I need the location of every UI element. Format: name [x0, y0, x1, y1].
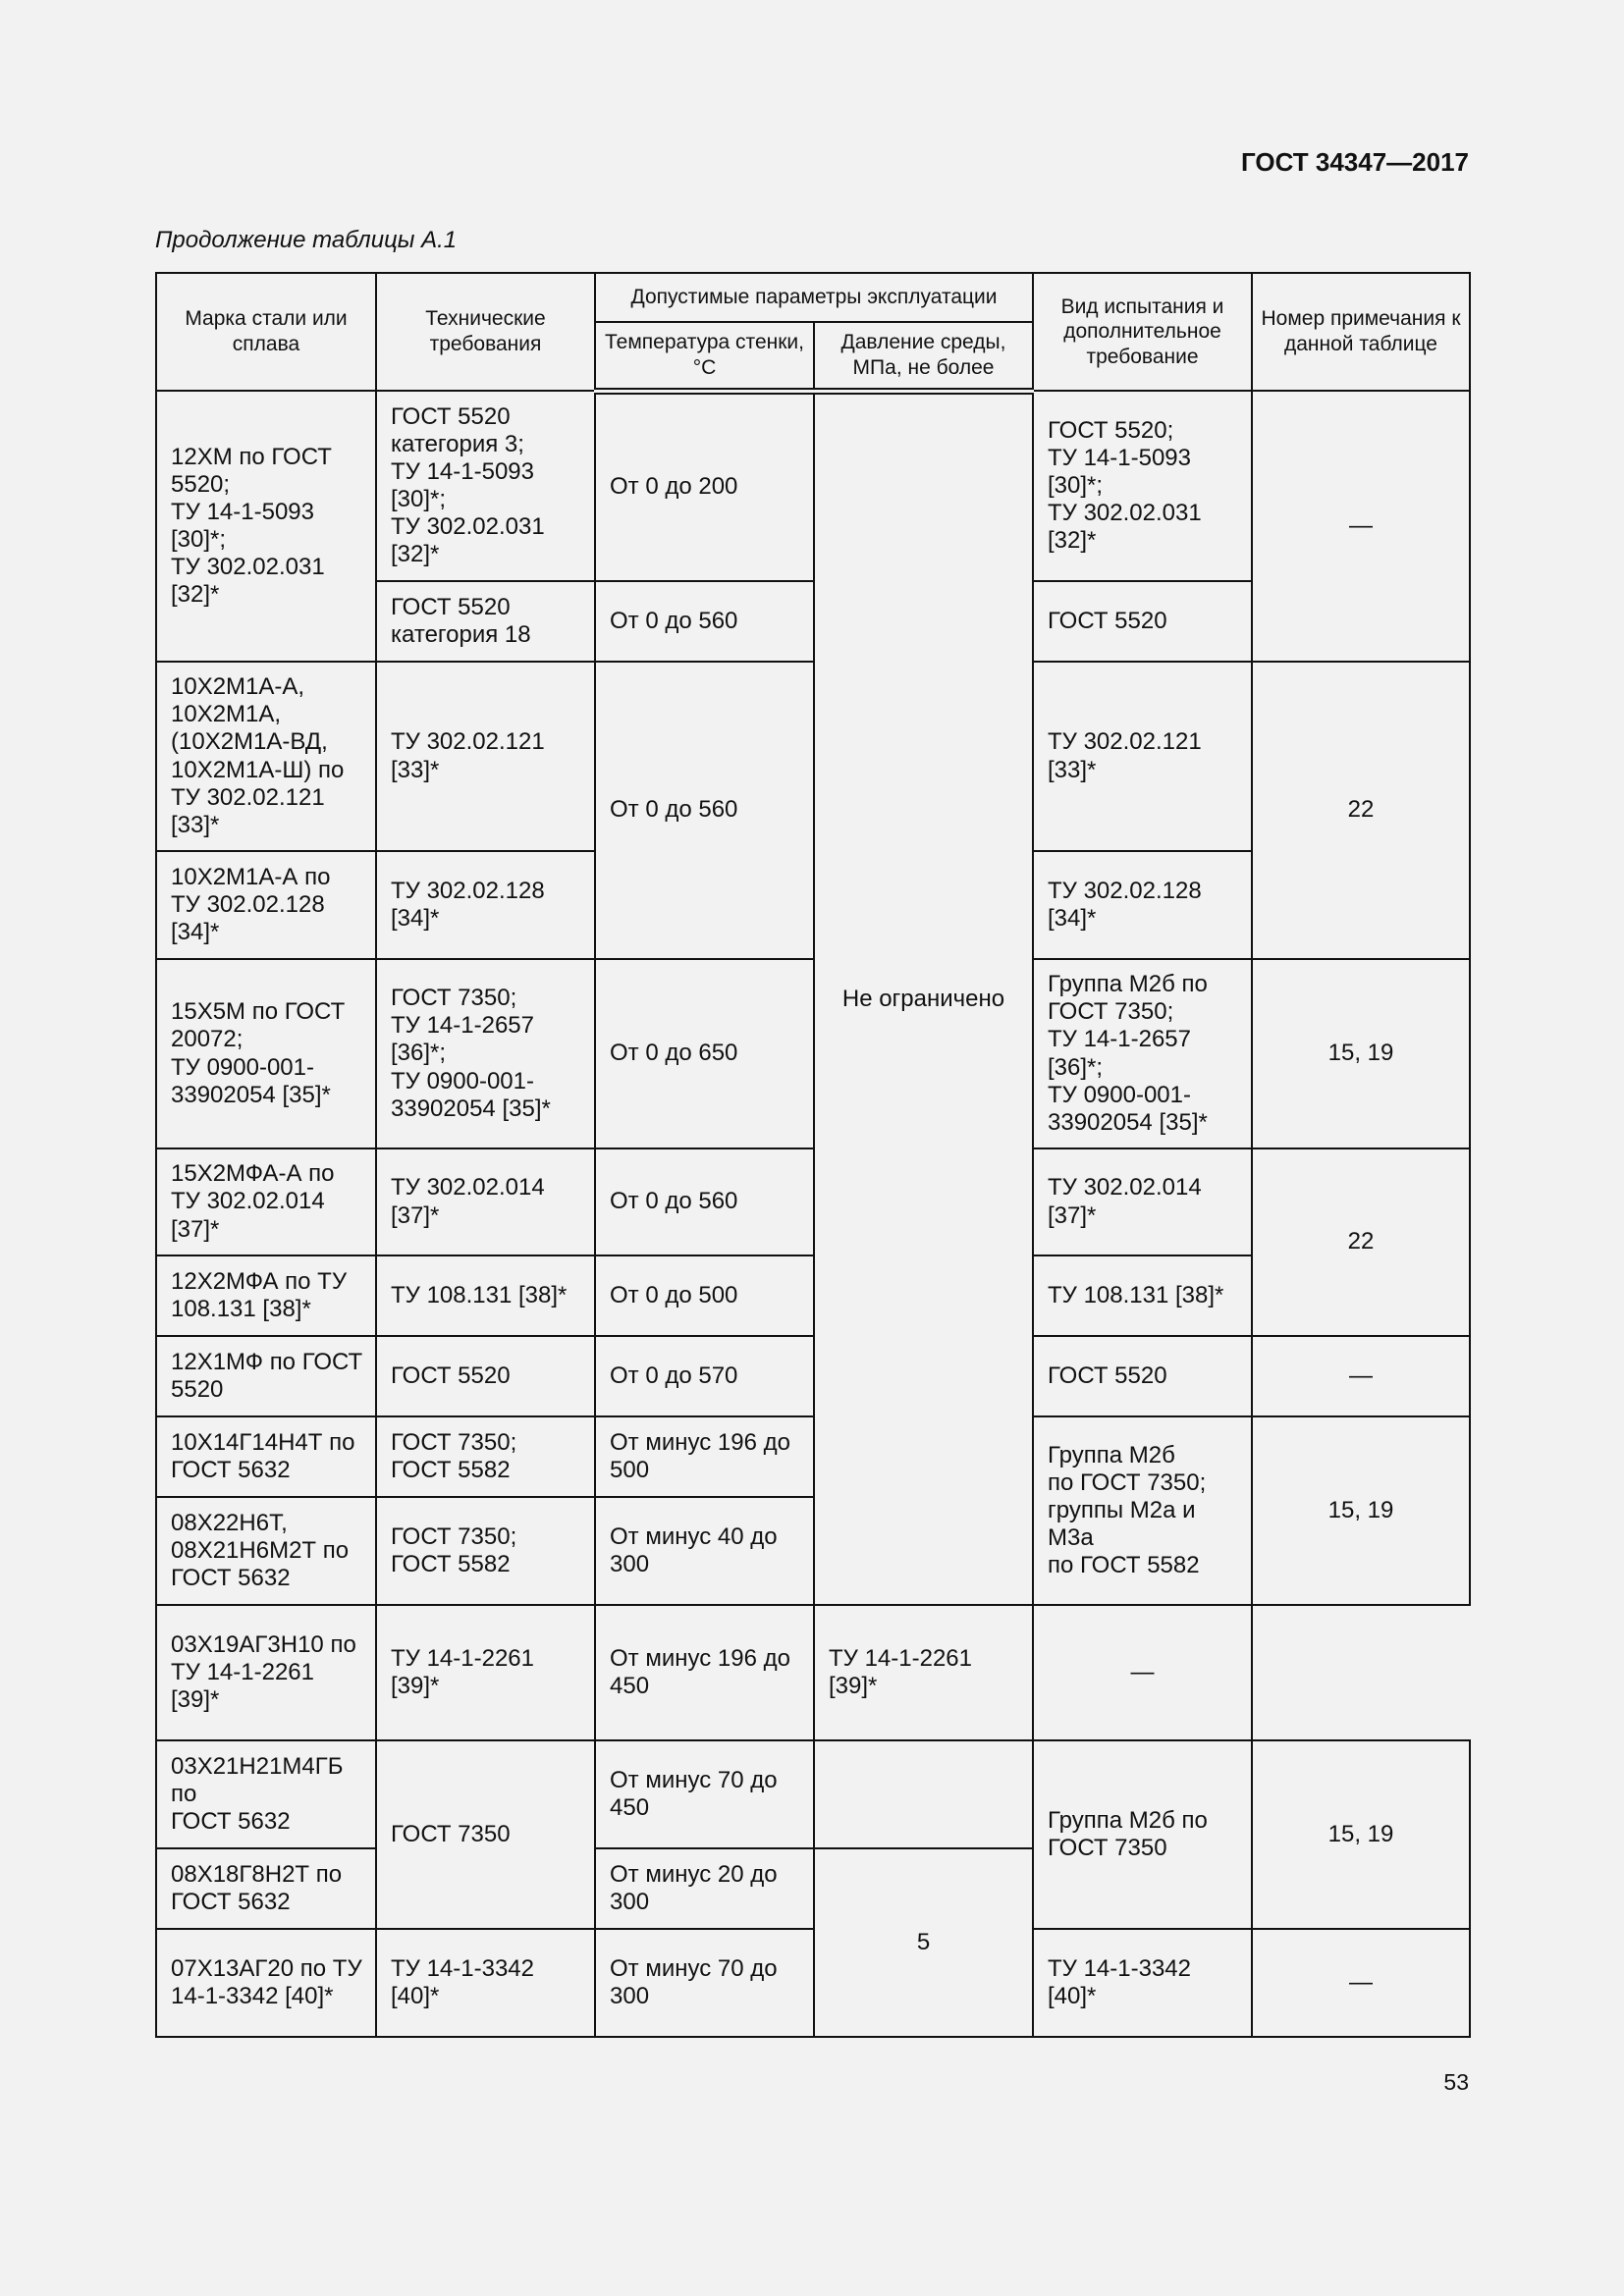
- table-row: [156, 959, 1470, 1148]
- cell-wall-temp: От 0 до 500: [595, 1255, 814, 1336]
- cell-wall-temp: От минус 70 до 450: [595, 1740, 814, 1848]
- cell-note-number: 15, 19: [1252, 1416, 1470, 1605]
- steel-grades-table: [155, 272, 1471, 2038]
- cell-test-type: ГОСТ 5520: [1033, 581, 1252, 662]
- cell-wall-temp: От минус 196 до 450: [595, 1605, 814, 1740]
- cell-test-type: ТУ 14-1-2261 [39]*: [814, 1605, 1033, 1740]
- cell-note-number: 15, 19: [1252, 959, 1470, 1148]
- cell-note-number: 22: [1252, 1148, 1470, 1336]
- cell-note-number: —: [1033, 1605, 1252, 1740]
- header-test-type: Вид испытания и дополнительное требование: [1033, 273, 1252, 391]
- cell-wall-temp: От 0 до 560: [595, 581, 814, 662]
- table-caption: Продолжение таблицы А.1: [155, 227, 458, 253]
- cell-wall-temp: От минус 70 до 300: [595, 1929, 814, 2037]
- cell-steel-grade: 07Х13АГ20 по ТУ 14-1-3342 [40]*: [156, 1929, 376, 2037]
- cell-tech-requirements: ГОСТ 7350: [376, 1740, 595, 1929]
- cell-tech-requirements: ГОСТ 5520 категория 18: [376, 581, 595, 662]
- table-row: [156, 1929, 1470, 2037]
- header-note-number: Номер примечания к данной таблице: [1252, 273, 1470, 391]
- cell-tech-requirements: ГОСТ 7350; ГОСТ 5582: [376, 1416, 595, 1497]
- header-tech-requirements: Технические требования: [376, 273, 595, 391]
- cell-note-number: —: [1252, 1336, 1470, 1416]
- cell-steel-grade: 08Х18Г8Н2Т по ГОСТ 5632: [156, 1848, 376, 1929]
- header-operating-params: Допустимые параметры эксплуатации: [595, 273, 1033, 322]
- cell-wall-temp: От 0 до 650: [595, 959, 814, 1148]
- cell-steel-grade: 10Х2М1А-А по ТУ 302.02.128 [34]*: [156, 851, 376, 959]
- cell-tech-requirements: ТУ 14-1-3342 [40]*: [376, 1929, 595, 2037]
- cell-steel-grade: 03Х19АГ3Н10 по ТУ 14-1-2261 [39]*: [156, 1605, 376, 1740]
- cell-note-number: 22: [1252, 662, 1470, 959]
- table-row: [156, 391, 1470, 581]
- table-row: [156, 662, 1470, 851]
- cell-steel-grade: 12Х1МФ по ГОСТ 5520: [156, 1336, 376, 1416]
- cell-pressure: 5: [814, 1848, 1033, 2037]
- cell-steel-grade: 10Х14Г14Н4Т по ГОСТ 5632: [156, 1416, 376, 1497]
- cell-test-type: ТУ 302.02.128 [34]*: [1033, 851, 1252, 959]
- cell-test-type: ТУ 302.02.014 [37]*: [1033, 1148, 1252, 1255]
- cell-steel-grade: 12ХМ по ГОСТ 5520; ТУ 14-1-5093 [30]*; ТУ 302.02.031 [32]*: [156, 391, 376, 662]
- header-pressure: Давление среды, МПа, не более: [814, 322, 1033, 391]
- header-wall-temp: Температура стенки, °С: [595, 322, 814, 391]
- cell-steel-grade: 15Х5М по ГОСТ 20072; ТУ 0900-001-33902054 [35]*: [156, 959, 376, 1148]
- table-row: [156, 1740, 1470, 1848]
- cell-note-number: 15, 19: [1252, 1740, 1470, 1929]
- cell-wall-temp: От 0 до 560: [595, 662, 814, 959]
- cell-wall-temp: От минус 196 до 500: [595, 1416, 814, 1497]
- cell-test-type: ТУ 108.131 [38]*: [1033, 1255, 1252, 1336]
- cell-steel-grade: 03Х21Н21М4ГБ по ГОСТ 5632: [156, 1740, 376, 1848]
- cell-test-type: ГОСТ 5520: [1033, 1336, 1252, 1416]
- cell-test-type: ТУ 302.02.121 [33]*: [1033, 662, 1252, 851]
- table-row: [156, 1605, 1470, 1740]
- cell-tech-requirements: ГОСТ 7350; ТУ 14-1-2657 [36]*; ТУ 0900-001-33902054 [35]*: [376, 959, 595, 1148]
- document-code: ГОСТ 34347—2017: [1241, 147, 1469, 177]
- header-steel-grade: Марка стали или сплава: [156, 273, 376, 391]
- cell-tech-requirements: ГОСТ 5520 категория 3; ТУ 14-1-5093 [30]*; ТУ 302.02.031 [32]*: [376, 391, 595, 581]
- cell-test-type: ГОСТ 5520; ТУ 14-1-5093 [30]*; ТУ 302.02.031 [32]*: [1033, 391, 1252, 581]
- table-row: [156, 1148, 1470, 1255]
- cell-tech-requirements: ТУ 302.02.121 [33]*: [376, 662, 595, 851]
- table-row: [156, 1416, 1470, 1497]
- cell-steel-grade: 10Х2М1А-А, 10Х2М1А, (10Х2М1А-ВД, 10Х2М1А-Ш) по ТУ 302.02.121 [33]*: [156, 662, 376, 851]
- cell-test-type: Группа М2б по ГОСТ 7350; ТУ 14-1-2657 [36]*; ТУ 0900-001-33902054 [35]*: [1033, 959, 1252, 1148]
- cell-test-type: Группа М2б по ГОСТ 7350; группы М2а и М3а по ГОСТ 5582: [1033, 1416, 1252, 1605]
- cell-tech-requirements: ТУ 108.131 [38]*: [376, 1255, 595, 1336]
- cell-steel-grade: 15Х2МФА-А по ТУ 302.02.014 [37]*: [156, 1148, 376, 1255]
- cell-pressure: Не ограничено: [814, 391, 1033, 1605]
- cell-steel-grade: 12Х2МФА по ТУ 108.131 [38]*: [156, 1255, 376, 1336]
- cell-tech-requirements: ТУ 14-1-2261 [39]*: [376, 1605, 595, 1740]
- cell-tech-requirements: ГОСТ 7350; ГОСТ 5582: [376, 1497, 595, 1605]
- cell-wall-temp: От 0 до 570: [595, 1336, 814, 1416]
- cell-test-type: ТУ 14-1-3342 [40]*: [1033, 1929, 1252, 2037]
- cell-steel-grade: 08Х22Н6Т, 08Х21Н6М2Т по ГОСТ 5632: [156, 1497, 376, 1605]
- cell-wall-temp: От 0 до 560: [595, 1148, 814, 1255]
- cell-pressure: [814, 1740, 1033, 1848]
- page-number: 53: [1443, 2069, 1469, 2095]
- cell-tech-requirements: ГОСТ 5520: [376, 1336, 595, 1416]
- cell-note-number: —: [1252, 391, 1470, 662]
- cell-wall-temp: От 0 до 200: [595, 391, 814, 581]
- table-row: [156, 1336, 1470, 1416]
- cell-tech-requirements: ТУ 302.02.128 [34]*: [376, 851, 595, 959]
- cell-tech-requirements: ТУ 302.02.014 [37]*: [376, 1148, 595, 1255]
- cell-note-number: —: [1252, 1929, 1470, 2037]
- cell-test-type: Группа М2б по ГОСТ 7350: [1033, 1740, 1252, 1929]
- cell-wall-temp: От минус 40 до 300: [595, 1497, 814, 1605]
- cell-wall-temp: От минус 20 до 300: [595, 1848, 814, 1929]
